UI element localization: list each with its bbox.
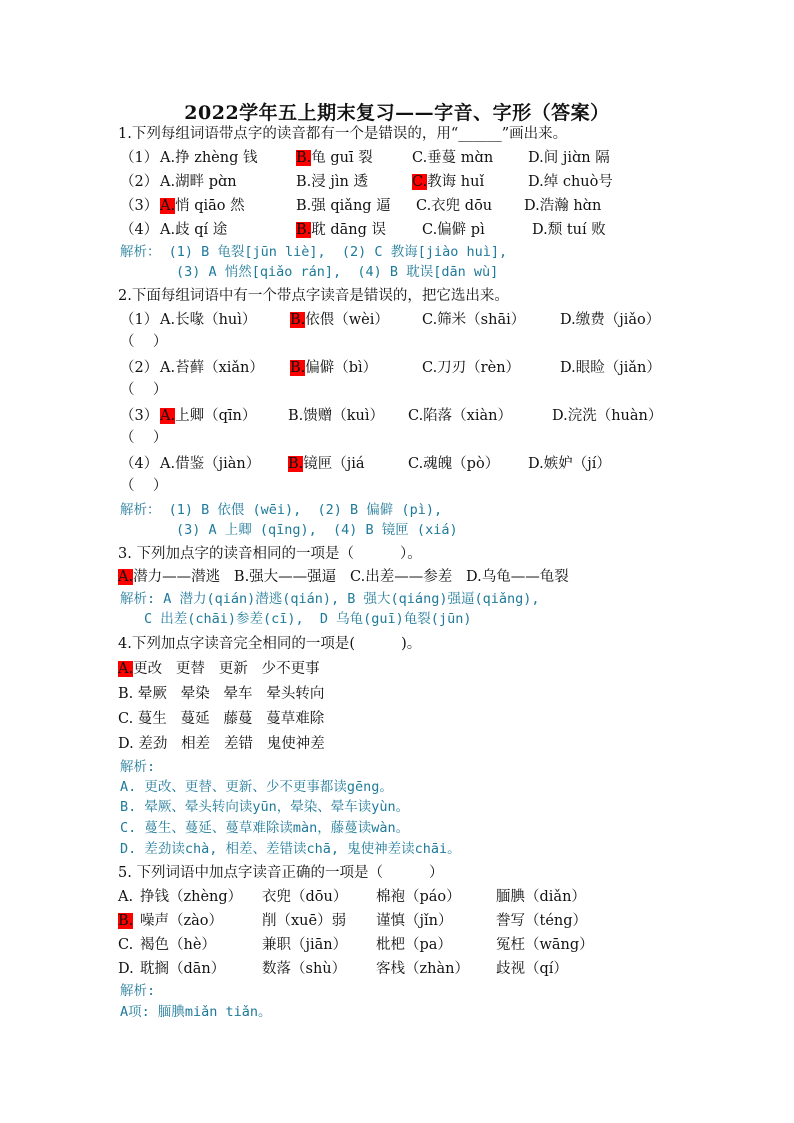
answer-marker: A.: [160, 408, 176, 424]
q1-row-2-a: A.湖畔 pɑ̀n: [160, 174, 237, 190]
q5-row-b-w4: 誊写（téng）: [496, 913, 588, 929]
q2-analysis-line-1: 解析： (1) B 依偎 (wēi), (2) B 偏僻 (pì),: [120, 502, 443, 518]
q5-row-b-w1: 噪声（zào）: [140, 913, 224, 929]
q2-row-1-a: A.长喙（huì）: [160, 312, 257, 328]
q1-row-3-a: 悄 qiāo 然: [175, 198, 245, 214]
q2-row-2-a: A.苔藓（xiǎn）: [160, 360, 264, 376]
q1-row-3-b: B.强 qiǎng 逼: [296, 198, 391, 214]
q2-row-3-num: （3）: [120, 408, 159, 424]
q1-stem: 1.下列每组词语带点字的读音都有一个是错误的，用“______”画出来。: [118, 126, 568, 142]
answer-marker: A.: [118, 661, 134, 677]
q2-row-4-d: D.嫉妒（jí）: [528, 456, 611, 472]
q1-row-3-c: C.衣兜 dōu: [416, 198, 493, 214]
q5-row-d-label: D.: [118, 961, 134, 977]
q5-row-a-w3: 棉袍（páo）: [376, 889, 461, 905]
q1-row-1-num: （1）: [120, 150, 159, 166]
q5-row-d-w2: 数落（shù）: [262, 961, 347, 977]
q2-row-1-c: C.筛米（shāi）: [422, 312, 526, 328]
answer-marker: B.: [290, 312, 306, 328]
answer-marker: B.: [288, 456, 304, 472]
q5-analysis-a: A项: 腼腆miǎn tiǎn。: [120, 1004, 272, 1020]
q4-analysis-a: A. 更改、更替、更新、少不更事都读gēng。: [120, 779, 393, 795]
q2-row-1-num: （1）: [120, 312, 159, 328]
q2-row-4-c: C.魂魄（pò）: [408, 456, 500, 472]
q3-stem: 3. 下列加点字的读音相同的一项是（ ）。: [118, 546, 422, 562]
q5-row-a-label: A.: [118, 889, 134, 905]
q5-row-d-w3: 客栈（zhàn）: [376, 961, 469, 977]
q1-row-4-d: D.颓 tuí 败: [532, 222, 606, 238]
q2-row-3-a: 上卿（qīn）: [175, 408, 257, 424]
answer-marker: C.: [412, 174, 428, 190]
q5-row-c-w1: 褐色（hè）: [140, 937, 216, 953]
q5-row-d-w4: 歧视（qí）: [496, 961, 568, 977]
q4-option-c: C. 蔓生 蔓延 藤蔓 蔓草难除: [118, 711, 325, 727]
q5-row-c-w4: 冤枉（wāng）: [496, 937, 594, 953]
q1-row-1-c: C.垂蔓 mɑ̀n: [412, 150, 494, 166]
q4-analysis-c: C. 蔓生、蔓延、蔓草难除读màn，藤蔓读wàn。: [120, 820, 410, 836]
q2-row-2-d: D.眼睑（jiǎn）: [560, 360, 661, 376]
q1-row-4-b: 耽 dāng 误: [311, 222, 387, 238]
q2-row-4-paren: （ ）: [120, 478, 168, 494]
q4-analysis-b: B. 晕厥、晕头转向读yūn，晕染、晕车读yùn。: [120, 799, 410, 815]
q2-row-1-b: 依偎（wèi）: [305, 312, 389, 328]
q4-stem: 4.下列加点字读音完全相同的一项是( )。: [118, 636, 422, 652]
q1-row-4-num: （4）: [120, 222, 159, 238]
q4-option-b: B. 晕厥 晕染 晕车 晕头转向: [118, 686, 325, 702]
q2-stem: 2.下面每组词语中有一个带点字读音是错误的，把它选出来。: [118, 288, 509, 304]
q4-option-d: D. 差劲 相差 差错 鬼使神差: [118, 736, 325, 752]
answer-marker: B.: [296, 222, 312, 238]
q5-row-c-w2: 兼职（jiān）: [262, 937, 348, 953]
q5-row-b-w3: 谨慎（jǐn）: [376, 913, 453, 929]
q1-row-3-num: （3）: [120, 198, 159, 214]
q2-analysis-line-2: (3) A 上卿 (qīng), (4) B 镜匣 (xiá): [176, 522, 458, 538]
answer-marker: A.: [160, 198, 176, 214]
q2-row-4-b: 镜匣（jiá: [303, 456, 365, 472]
q2-row-1-paren: （ ）: [120, 334, 168, 350]
q1-row-1-a: A.挣 zhèng 钱: [160, 150, 258, 166]
q2-row-1-d: D.缴费（jiǎo）: [560, 312, 661, 328]
q5-row-a-w4: 腼腆（diǎn）: [496, 889, 586, 905]
q1-row-2-num: （2）: [120, 174, 159, 190]
q3-analysis-line-2: C 出差(chāi)参差(cī), D 乌龟(guī)龟裂(jūn): [144, 611, 472, 627]
q2-row-2-paren: （ ）: [120, 382, 168, 398]
q2-row-3-paren: （ ）: [120, 430, 168, 446]
q1-row-2-c: 教诲 huǐ: [427, 174, 485, 190]
q2-row-2-b: 偏僻（bì）: [305, 360, 378, 376]
q1-analysis-line-2: (3) A 悄然[qiǎo rán], (4) B 耽误[dān wù]: [176, 264, 499, 280]
q1-analysis-line-1: 解析： (1) B 龟裂[jūn liè], (2) C 教诲[jiào huì],: [120, 244, 508, 260]
q5-row-b-w2: 削（xuē）弱: [262, 913, 347, 929]
answer-marker: B.: [296, 150, 312, 166]
q1-row-1-d: D.间 jiɑ̀n 隔: [528, 150, 610, 166]
q4-analysis-d: D. 差劲读chà, 相差、差错读chā, 鬼使神差读chāi。: [120, 841, 461, 857]
q4-analysis-head: 解析:: [120, 759, 156, 775]
q1-row-2-d: D.绰 chuò号: [528, 174, 613, 190]
q1-row-4-c: C.偏僻 pì: [422, 222, 485, 238]
q2-row-4-num: （4）: [120, 456, 159, 472]
q1-row-3-d: D.浩瀚 hɑ̀n: [524, 198, 602, 214]
q2-row-2-c: C.刀刃（rèn）: [422, 360, 521, 376]
q1-row-1-b: 龟 guī 裂: [311, 150, 373, 166]
q3-analysis-line-1: 解析: A 潜力(qián)潜逃(qián), B 强大(qiáng)强逼(qiǎng),: [120, 591, 540, 607]
q2-row-3-b: B.馈赠（kuì）: [288, 408, 385, 424]
q5-row-c-w3: 枇杷（pa）: [376, 937, 452, 953]
q2-row-3-d: D.浣洗（huàn）: [552, 408, 663, 424]
q5-row-a-w2: 衣兜（dōu）: [262, 889, 348, 905]
q5-row-a-w1: 挣钱（zhèng）: [140, 889, 243, 905]
q5-row-c-label: C.: [118, 937, 134, 953]
q2-row-2-num: （2）: [120, 360, 159, 376]
q5-stem: 5. 下列词语中加点字读音正确的一项是（ ）: [118, 865, 444, 881]
q2-row-3-c: C.陷落（xiàn）: [408, 408, 512, 424]
q4-option-a: 更改 更替 更新 少不更事: [133, 661, 320, 677]
q5-row-d-w1: 耽搁（dān）: [140, 961, 226, 977]
q1-row-4-a: A.歧 qí 途: [160, 222, 228, 238]
answer-marker: B.: [290, 360, 306, 376]
answer-marker: A.: [118, 569, 134, 585]
q1-row-2-b: B.浸 jìn 透: [296, 174, 368, 190]
q5-analysis-head: 解析:: [120, 983, 156, 999]
page-title: 2022学年五上期末复习——字音、字形（答案）: [184, 102, 610, 124]
answer-marker: B.: [118, 913, 134, 929]
q3-options: 潜力——潜逃 B.强大——强逼 C.出差——参差 D.乌龟——龟裂: [133, 569, 569, 585]
q2-row-4-a: A.借鉴（jiàn）: [160, 456, 261, 472]
